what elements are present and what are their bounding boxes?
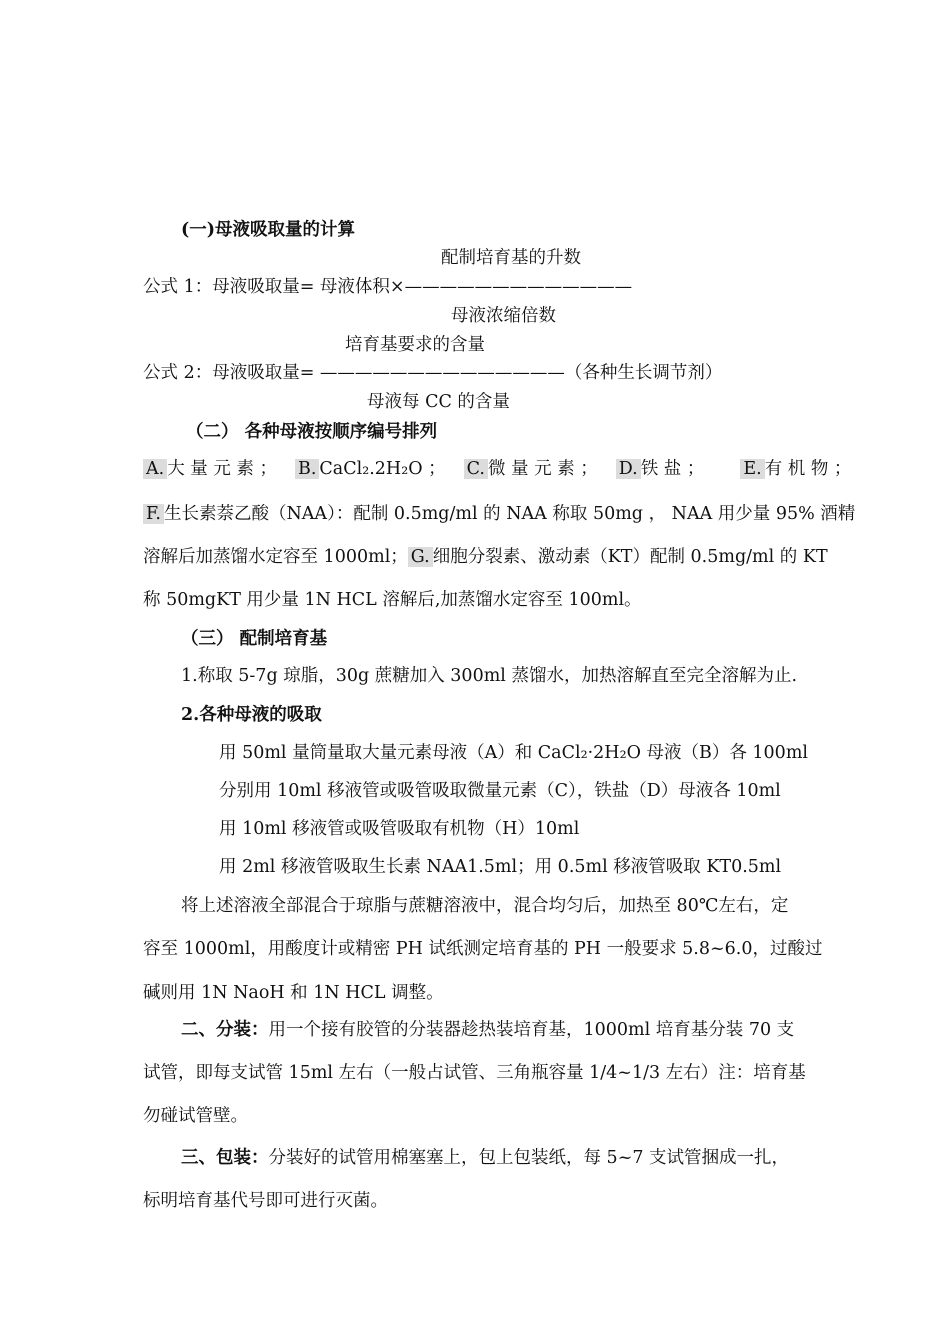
packaging-text: 分装好的试管用棉塞塞上，包上包装纸，每 5~7 支试管捆成一扎， [268,1148,790,1168]
dispensing-label: 二、分装： [181,1020,269,1040]
formula2-denominator: 母液每 CC 的含量 [367,392,510,412]
mix-paragraph-line1: 将上述溶液全部混合于琼脂与蔗糖溶液中，混合均匀后，加热至 80℃左右，定 [181,896,789,916]
step2-item-1: 用 50ml 量筒量取大量元素母液（A）和 CaCl₂·2H₂O 母液（B）各 100ml [219,743,809,763]
formula2-numerator: 培育基要求的含量 [345,335,485,355]
section3-heading: （三） 配制培育基 [181,629,328,649]
packaging-line2: 标明培育基代号即可进行灭菌。 [143,1191,388,1211]
stock-e-label: 有 机 物 ； [764,459,852,479]
stock-code-a: A. [143,459,167,479]
section2-heading: （二） 各种母液按顺序编号排列 [186,422,438,442]
stock-f-text-cont: 溶解后加蒸馏水定容至 1000ml； [143,547,408,567]
dispensing-line1 [181,1018,794,1042]
stock-code-f: F. [143,504,164,524]
dispensing-line2: 试管，即每支试管 15ml 左右（一般占试管、三角瓶容量 1/4~1/3 左右）注：培育基 [143,1063,806,1083]
stock-g-text: 细胞分裂素、激动素（KT）配制 0.5mg/ml 的 KT [432,547,828,567]
stock-c-label: 微 量 元 素 ； [487,459,598,479]
stock-list-line1 [143,457,851,481]
stock-list-line2 [143,502,855,526]
stock-code-c: C. [464,459,488,479]
stock-code-b: B. [295,459,319,479]
stock-d-label: 铁 盐 ； [640,459,705,479]
stock-b-label: CaCl₂.2H₂O ； [319,459,446,479]
dispensing-line3: 勿碰试管壁。 [143,1106,248,1126]
mix-paragraph-line2: 容至 1000ml，用酸度计或精密 PH 试纸测定培育基的 PH 一般要求 5.8~6.0，过酸过 [143,939,823,959]
formula2-line: 公式 2：母液吸取量= ——————————————（各种生长调节剂） [143,363,723,383]
packaging-label: 三、包装： [181,1148,269,1168]
formula1-denominator: 母液浓缩倍数 [451,306,556,326]
stock-code-g: G. [408,547,433,567]
stock-code-d: D. [616,459,641,479]
stock-code-e: E. [740,459,764,479]
stock-a-label: 大 量 元 素 ； [167,459,277,479]
formula1-line: 公式 1：母液吸取量= 母液体积×————————————— [143,277,633,297]
step1-text: 1.称取 5-7g 琼脂，30g 蔗糖加入 300ml 蒸馏水，加热溶解直至完全溶解为止. [181,666,798,686]
stock-list-line4: 称 50mgKT 用少量 1N HCL 溶解后,加蒸馏水定容至 100ml。 [143,590,642,610]
stock-f-text: 生长素萘乙酸（NAA）：配制 0.5mg/ml 的 NAA 称取 50mg ， NAA 用少量 95% 酒精 [163,504,856,524]
dispensing-text: 用一个接有胶管的分装器趁热装培育基，1000ml 培育基分装 70 支 [268,1020,795,1040]
mix-paragraph-line3: 碱则用 1N NaoH 和 1N HCL 调整。 [143,983,444,1003]
step2-item-3: 用 10ml 移液管或吸管吸取有机物（H）10ml [219,819,580,839]
step2-heading: 2.各种母液的吸取 [181,705,322,725]
formula1-numerator: 配制培育基的升数 [441,248,581,268]
packaging-line1 [181,1146,789,1170]
step2-item-2: 分别用 10ml 移液管或吸管吸取微量元素（C），铁盐（D）母液各 10ml [219,781,781,801]
section1-heading: (一)母液吸取量的计算 [181,220,356,240]
stock-list-line3 [143,545,828,569]
step2-item-4: 用 2ml 移液管吸取生长素 NAA1.5ml；用 0.5ml 移液管吸取 KT0.5ml [219,857,782,877]
